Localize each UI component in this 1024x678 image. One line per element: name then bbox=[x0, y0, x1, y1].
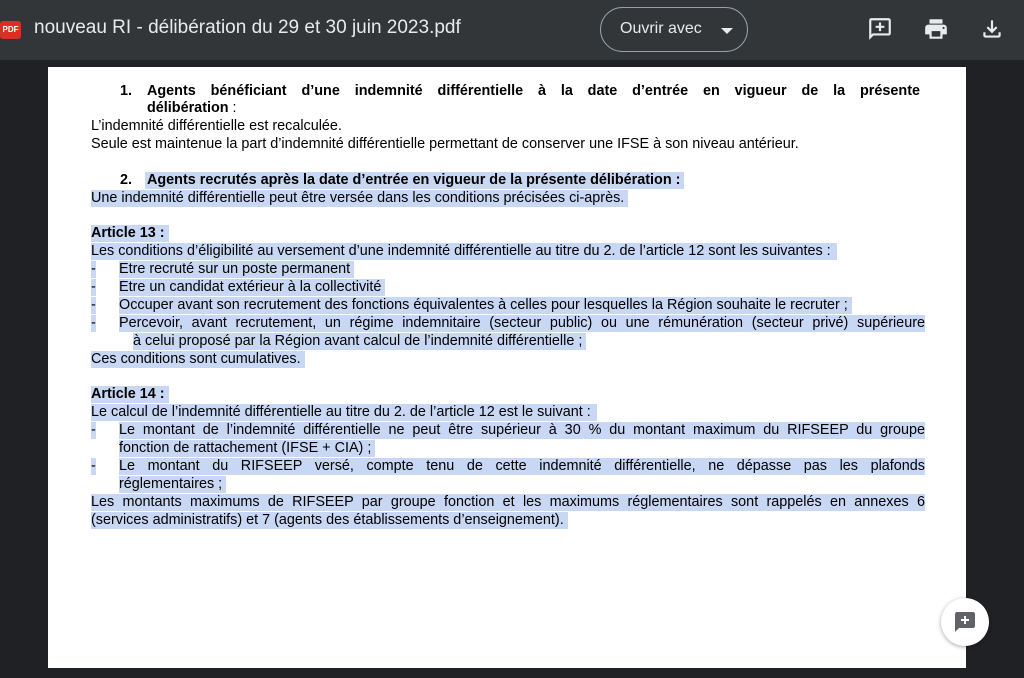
paragraph: Les conditions d’éligibilité au versement d’une indemnité différentielle au titre du 2. de l’article 12 sont les suivantes : bbox=[91, 243, 837, 260]
list-item: Percevoir, avant recrutement, un régime indemnitaire (secteur public) ou une rémunération (secteur privé) supérieure bbox=[119, 315, 925, 331]
open-with-label: Ouvrir avec bbox=[620, 20, 702, 37]
list-bullet: - bbox=[91, 315, 96, 331]
section-heading: Agents bénéficiant d’une indemnité différentielle à la date d’entrée en vigueur de la présente bbox=[147, 83, 920, 99]
viewer-toolbar bbox=[0, 0, 1024, 60]
section-number: 1. bbox=[120, 83, 133, 99]
list-item: Le montant du RIFSEEP versé, compte tenu de cette indemnité différentielle, ne dépasse pas les plafonds bbox=[119, 458, 925, 474]
list-bullet: - bbox=[91, 297, 96, 313]
download-icon[interactable] bbox=[979, 16, 1005, 42]
add-comment-button[interactable] bbox=[941, 598, 989, 646]
paragraph: Ces conditions sont cumulatives. bbox=[91, 351, 305, 368]
article-title: Article 13 : bbox=[91, 225, 169, 242]
chevron-down-icon bbox=[721, 28, 733, 34]
paragraph-cont: (services administratifs) et 7 (agents des établissements d’enseignement). bbox=[91, 512, 568, 529]
open-with-button[interactable] bbox=[600, 7, 748, 52]
section-number: 2. bbox=[120, 172, 133, 188]
paragraph: Le calcul de l’indemnité différentielle au titre du 2. de l’article 12 est le suivant : bbox=[91, 404, 597, 421]
add-comment-icon[interactable] bbox=[867, 16, 893, 42]
article-title: Article 14 : bbox=[91, 386, 169, 403]
list-bullet: - bbox=[91, 279, 96, 295]
list-item-cont: à celui proposé par la Région avant calcul de l’indemnité différentielle ; bbox=[133, 333, 586, 350]
list-bullet: - bbox=[91, 422, 96, 438]
list-item-cont: réglementaires ; bbox=[119, 476, 226, 493]
list-item-cont: fonction de rattachement (IFSE + CIA) ; bbox=[119, 440, 375, 457]
list-item: Le montant de l’indemnité différentielle ne peut être supérieur à 30 % du montant maximum du RIFSEEP du groupe bbox=[119, 422, 925, 438]
pdf-page bbox=[48, 67, 966, 668]
paragraph: Seule est maintenue la part d’indemnité différentielle permettant de conserver une IFSE à son niveau antérieur. bbox=[91, 136, 799, 152]
list-bullet: - bbox=[91, 261, 96, 277]
paragraph: Les montants maximums de RIFSEEP par groupe fonction et les maximums réglementaires sont rappelés en annexes 6 bbox=[91, 494, 925, 510]
section-heading: Agents recrutés après la date d’entrée en vigueur de la présente délibération : bbox=[145, 172, 684, 189]
paragraph: L’indemnité différentielle est recalculée. bbox=[91, 118, 342, 134]
list-item: Etre un candidat extérieur à la collectivité bbox=[119, 279, 385, 296]
list-item: Occuper avant son recrutement des fonctions équivalentes à celles pour lesquelles la Région souhaite le recruter ; bbox=[119, 297, 852, 314]
list-item: Etre recruté sur un poste permanent bbox=[119, 261, 354, 278]
list-bullet: - bbox=[91, 458, 96, 474]
pdf-file-icon: PDF bbox=[0, 21, 21, 39]
paragraph: Une indemnité différentielle peut être versée dans les conditions précisées ci-après. bbox=[91, 190, 628, 207]
add-comment-icon bbox=[953, 610, 977, 634]
section-heading-cont: délibération : bbox=[147, 100, 237, 116]
document-title: nouveau RI - délibération du 29 et 30 juin 2023.pdf bbox=[34, 17, 461, 38]
print-icon[interactable] bbox=[923, 16, 949, 42]
